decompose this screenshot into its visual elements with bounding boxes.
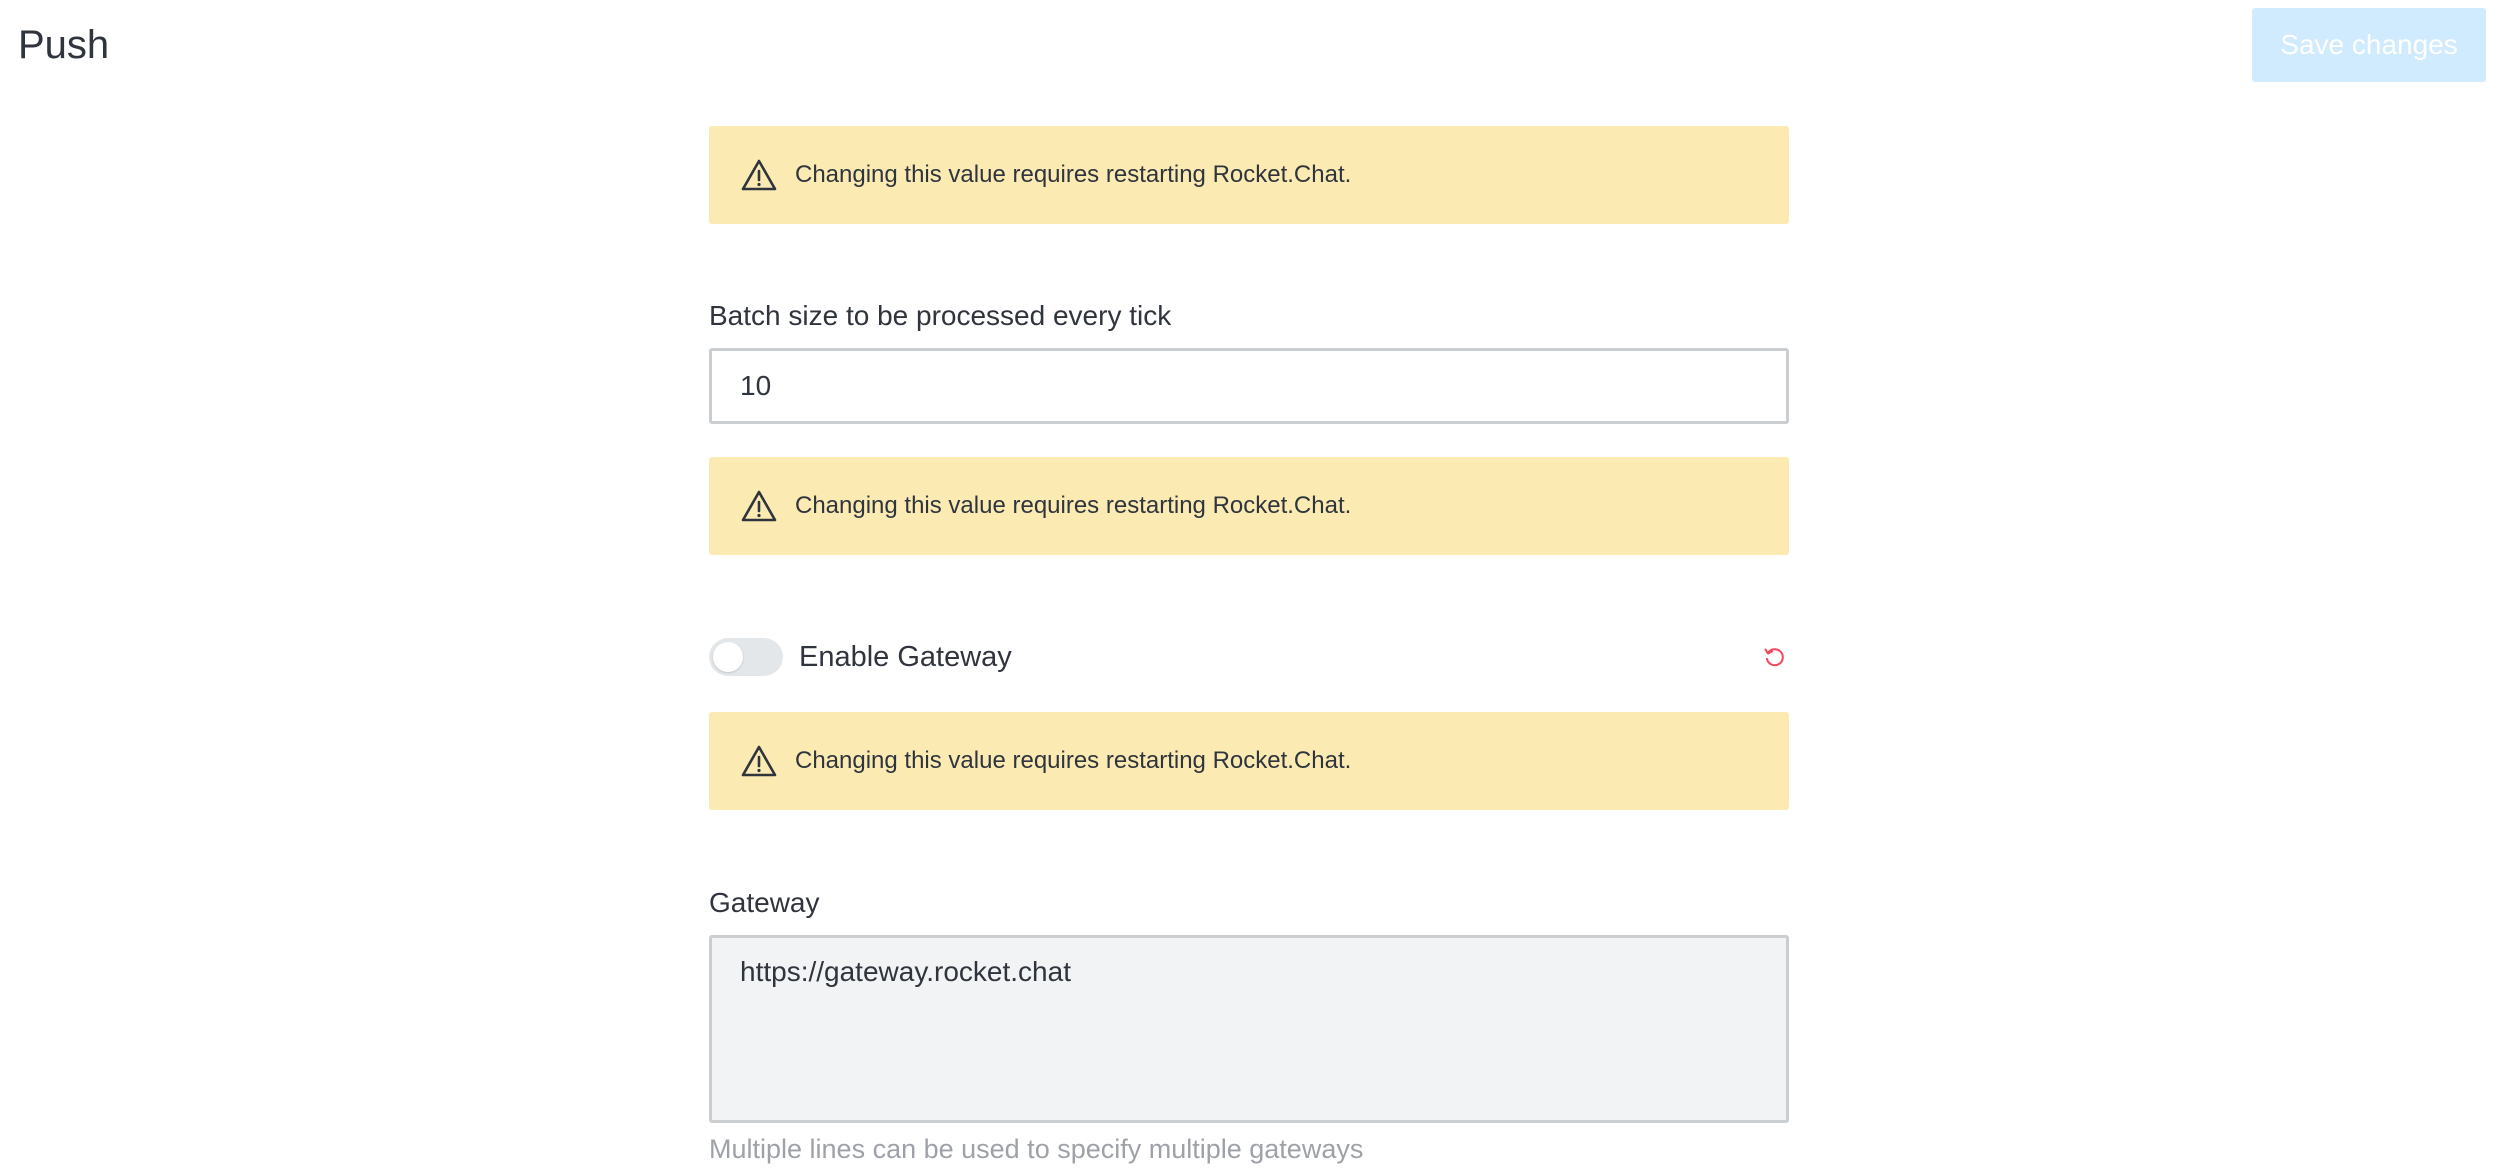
- batch-size-input[interactable]: [709, 348, 1789, 424]
- gateway-label: Gateway: [709, 887, 820, 918]
- enable-gateway-toggle[interactable]: [709, 638, 783, 676]
- restart-warning-callout: [709, 712, 1789, 810]
- gateway-hint: Multiple lines can be used to specify multiple gateways: [709, 1134, 1364, 1164]
- callout-text: Changing this value requires restarting Rocket.Chat.: [795, 492, 1352, 519]
- restart-warning-callout: [709, 126, 1789, 224]
- toggle-knob: [713, 642, 743, 672]
- page-header: [0, 0, 2500, 92]
- gateway-textarea[interactable]: [709, 935, 1789, 1123]
- callout-text: Changing this value requires restarting Rocket.Chat.: [795, 161, 1352, 188]
- warning-icon: [739, 155, 779, 195]
- page-title: Push: [18, 23, 110, 67]
- warning-icon: [739, 486, 779, 526]
- enable-gateway-row: [709, 636, 1789, 678]
- enable-gateway-label: Enable Gateway: [799, 640, 1012, 673]
- restart-warning-callout: [709, 457, 1789, 555]
- save-changes-button[interactable]: Save changes: [2252, 8, 2486, 82]
- reset-icon[interactable]: [1759, 642, 1789, 672]
- callout-text: Changing this value requires restarting Rocket.Chat.: [795, 747, 1352, 774]
- warning-icon: [739, 741, 779, 781]
- batch-size-label: Batch size to be processed every tick: [709, 300, 1172, 331]
